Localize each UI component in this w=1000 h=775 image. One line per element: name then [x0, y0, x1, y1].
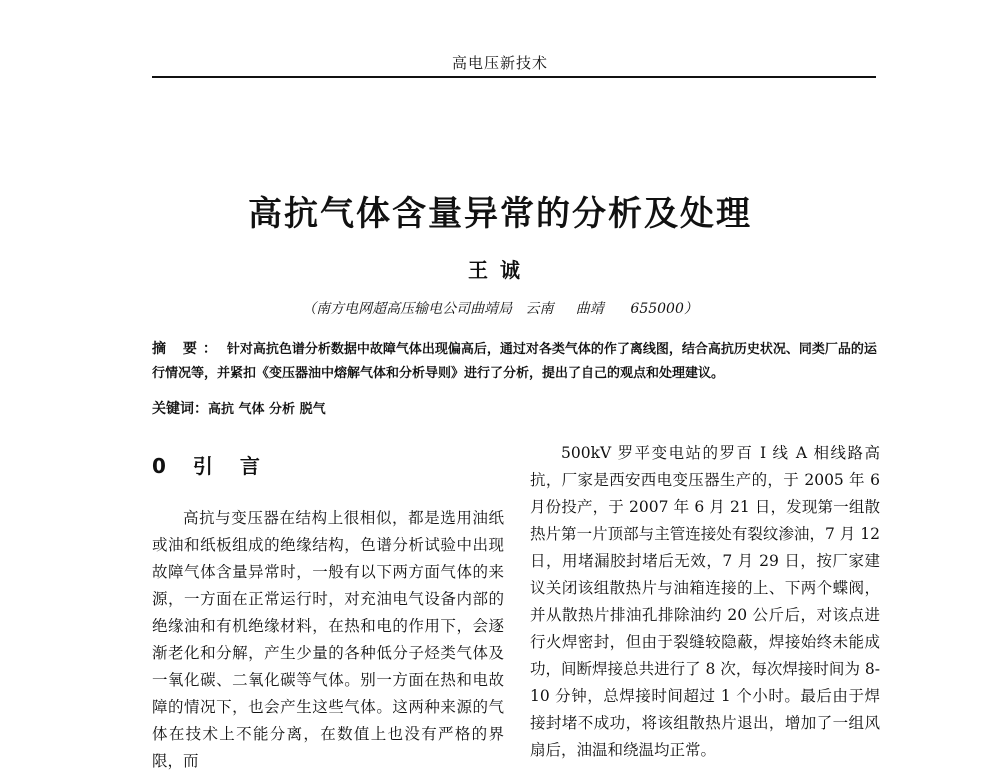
section-heading-introduction: 0 引 言 — [152, 454, 270, 478]
author-affiliation: （南方电网超高压输电公司曲靖局 云南 曲靖 655000） — [302, 301, 698, 317]
abstract — [152, 337, 878, 386]
keywords-label: 关键词： — [152, 401, 208, 417]
article-title: 高抗气体含量异常的分析及处理 — [248, 194, 752, 234]
running-head: 高电压新技术 — [451, 54, 548, 72]
body-text-left-column: 高抗与变压器在结构上很相似，都是选用油纸或油和纸板组成的绝缘结构，色谱分析试验中出现故障气体含量异常时，一般有以下两方面气体的来源，一方面在正常运行时，对充油电气设备内部的绝缘油和有机绝缘材料，在热和电的作用下，会逐渐老化和分解，产生少量的各种低分子烃类气体及一氧化碳、二氧化碳等气体。别一方面在热和电故障的情况下，也会产生这些气体。这两种来源的气体在技术上不能分离，在数值上也没有严格的界限，而 — [152, 509, 504, 770]
abstract-label: 摘 要： — [152, 341, 223, 357]
body-text-right-column: 500kV 罗平变电站的罗百 I 线 A 相线路高抗，厂家是西安西电变压器生产的，于 2005 年 6 月份投产，于 2007 年 6 月 21 日，发现第一组散热片第一片顶部与主管连接处有裂纹渗油，7 月 12 日，用堵漏胶封堵后无效，7 月 29 日，按厂家建议关闭该组散热片与油箱连接的上、下两个蝶阀，并从散热片排油孔排除油约 20 公斤后，对该点进行火焊密封，但由于裂缝较隐蔽，焊接始终未能成功，间断焊接总共进行了 8 次，每次焊接时间为 8-10 分钟，总焊接时间超过 1 个小时。最后由于焊接封堵不成功，将该组散热片退出，增加了一组风扇后，油温和绕温均正常。 — [530, 444, 880, 759]
header-rule — [152, 76, 876, 78]
keywords-text: 高抗 气体 分析 脱气 — [208, 402, 326, 417]
keywords — [152, 398, 878, 418]
abstract-text: 针对高抗色谱分析数据中故障气体出现偏高后，通过对各类气体的作了离线图，结合高抗历史状况、同类厂品的运行情况等，并紧扣《变压器油中熔解气体和分析导则》进行了分析，提出了自己的观点和处理建议。 — [152, 342, 877, 381]
article-author: 王诚 — [468, 258, 532, 282]
